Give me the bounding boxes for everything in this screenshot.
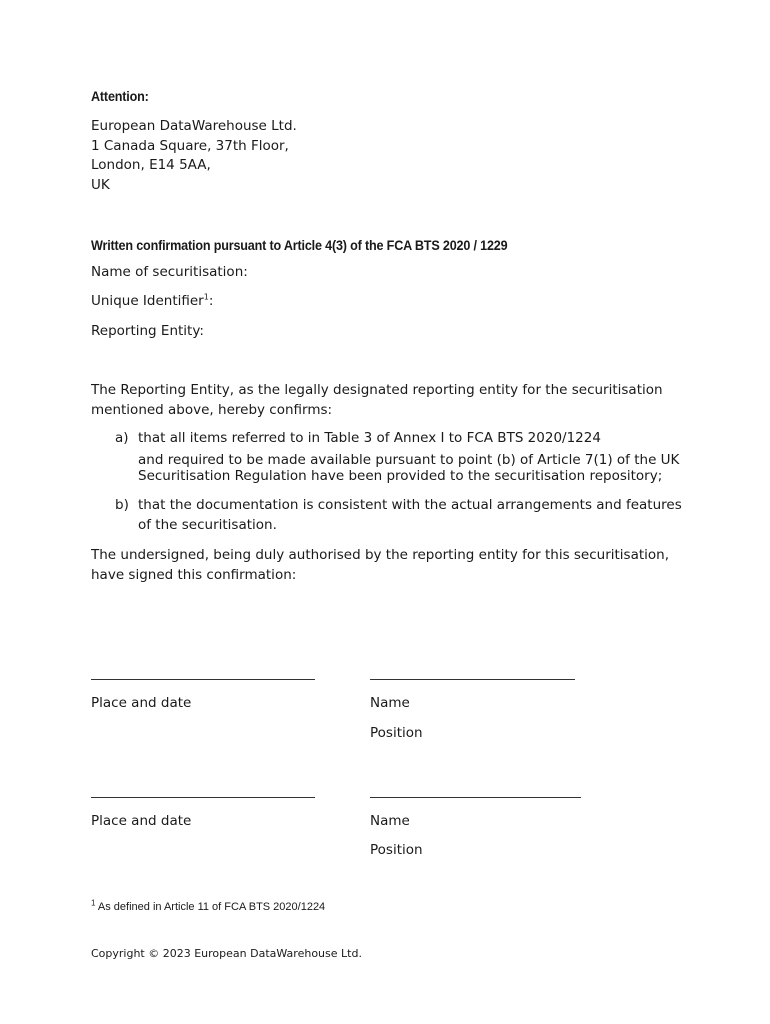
list-item-line: Securitisation Regulation have been provided to the securitisation repository; [138, 468, 663, 484]
list-item-marker: b) [115, 497, 129, 513]
place-date-label: Place and date [91, 813, 192, 829]
address-line: UK [91, 177, 110, 193]
signature-line-name [370, 797, 581, 798]
address-line: 1 Canada Square, 37th Floor, [91, 138, 289, 154]
list-item-line: of the securitisation. [138, 517, 277, 533]
position-label: Position [370, 725, 423, 741]
footnote-marker: 1 [91, 898, 96, 908]
confirmation-heading: Written confirmation pursuant to Article 4(3) of the FCA BTS 2020 / 1229 [91, 237, 508, 253]
footnote [91, 898, 326, 913]
signature-line-place-date [91, 797, 315, 798]
footnote-text: As defined in Article 11 of FCA BTS 2020/1224 [97, 901, 326, 913]
address-line: London, E14 5AA, [91, 157, 211, 173]
signature-line-place-date [91, 679, 315, 680]
closing-line: have signed this confirmation: [91, 567, 297, 583]
list-item-marker: a) [115, 430, 129, 446]
list-item-line: that the documentation is consistent with the actual arrangements and features [138, 497, 682, 513]
signature-line-name [370, 679, 575, 680]
name-label: Name [370, 695, 410, 711]
place-date-label: Place and date [91, 695, 192, 711]
list-item-line: and required to be made available pursuant to point (b) of Article 7(1) of the UK [138, 452, 680, 468]
position-label: Position [370, 842, 423, 858]
copyright: Copyright © 2023 European DataWarehouse Ltd. [91, 947, 362, 960]
reporting-entity-label: Reporting Entity: [91, 323, 204, 339]
securitisation-name-label: Name of securitisation: [91, 264, 248, 280]
intro-line: The Reporting Entity, as the legally designated reporting entity for the securitisation [91, 382, 663, 398]
unique-identifier-label: Unique Identifier$^1$: [91, 292, 214, 309]
intro-line: mentioned above, hereby confirms: [91, 402, 333, 418]
name-label: Name [370, 813, 410, 829]
footnote-ref: 1 [203, 292, 209, 302]
address-line: European DataWarehouse Ltd. [91, 118, 297, 134]
list-item-line: that all items referred to in Table 3 of Annex I to FCA BTS 2020/1224 [138, 430, 601, 446]
closing-line: The undersigned, being duly authorised by the reporting entity for this securitisation, [91, 547, 670, 563]
attention-heading: Attention: [91, 88, 149, 104]
